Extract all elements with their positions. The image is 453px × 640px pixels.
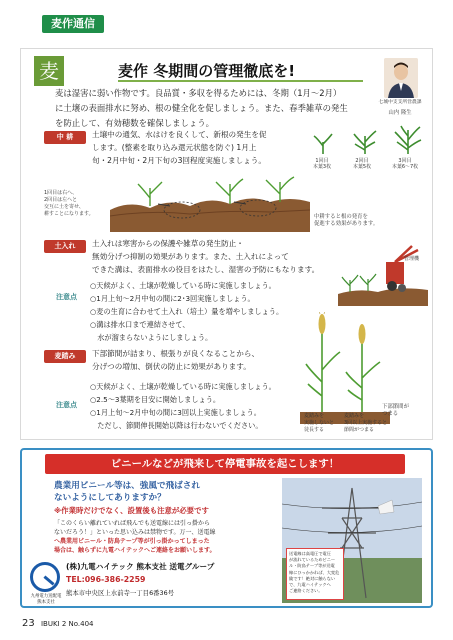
body-line: ないだろう！」といった思い込みは禁物です。万一、送電線 bbox=[54, 529, 216, 536]
body-line: へ農業用ビニール・防鳥テープ等が引っ掛かってしまった bbox=[54, 538, 210, 545]
author-name: 山内 隆生 bbox=[388, 110, 412, 116]
title-char-badge: 麦 bbox=[34, 56, 64, 86]
lead-line: 麦は湿害に弱い作物です。良品質・多収を得るためには、冬期（1月～2月） bbox=[55, 88, 342, 98]
compare-line: 麦踏みを bbox=[304, 413, 325, 419]
mugifumi-note-label: 注意点 bbox=[56, 401, 77, 409]
mugifumi-point: ○2.5～3葉期を目安に開始しましょう。 bbox=[90, 395, 221, 404]
compare-line: 節間がつまる bbox=[344, 427, 375, 433]
nakagou-line: 旬・2月中旬・2月下旬の3回程度実施しましょう。 bbox=[92, 156, 266, 165]
nakagou-line: 土壌中の通気、水はけを良くして、新根の発生を促 bbox=[92, 130, 267, 139]
company-logo bbox=[30, 562, 60, 592]
nakagou-line: します。(整素を取り込み還元状態を防ぐ) 1月上 bbox=[92, 143, 257, 152]
company-tel[interactable]: TEL:096-386-2259 bbox=[66, 575, 146, 584]
stage-2 bbox=[348, 158, 376, 170]
logo-tail bbox=[43, 575, 54, 585]
lead-line: を防止して、有効穂数を確保しましょう。 bbox=[55, 118, 214, 128]
cultivation-note-left bbox=[44, 190, 112, 218]
mugifumi-text bbox=[92, 347, 312, 373]
compare-line: 3回以上実施すると bbox=[344, 420, 388, 426]
callout-line: 険です！絶対に触らない bbox=[289, 575, 336, 581]
body-line: 場合は、触らずに九電ハイテックへご連絡をお願いします。 bbox=[54, 547, 216, 554]
nakagou-label: 中 耕 bbox=[44, 131, 86, 144]
banner-question bbox=[54, 480, 284, 504]
stage-2-count: 2回目 bbox=[355, 158, 369, 164]
callout-line: で、九電ハイテックへ bbox=[289, 582, 331, 588]
callout-line: ル・防鳥テープ等が送電 bbox=[289, 563, 335, 569]
node-label-line: 下部節間が bbox=[382, 404, 409, 410]
tsuchiire-note-label: 注意点 bbox=[56, 293, 77, 301]
callout-line: 線にひっかかれば、大変危 bbox=[289, 569, 340, 575]
note-line: 交互に土を寄せ、 bbox=[44, 204, 84, 210]
stage-2-leaves: 本葉5枚 bbox=[352, 164, 372, 170]
author-photo bbox=[384, 58, 418, 98]
stage-3 bbox=[385, 158, 425, 170]
tsuchiire-point: ○溝は排水口まで連結させて、 bbox=[90, 320, 190, 329]
tsuchiire-point: ○天候がよく、土壌が乾燥している時に実施しましょう。 bbox=[90, 281, 276, 290]
mugifumi-points bbox=[90, 380, 318, 432]
tsuchiire-line: 土入れは寒害からの保護や雑草の発生防止・ bbox=[92, 239, 244, 248]
note-line: 促進する効果があります。 bbox=[314, 221, 379, 227]
stage-1-count: 1回目 bbox=[315, 158, 329, 164]
callout-box bbox=[286, 548, 344, 600]
compare-line: 実施しないと bbox=[304, 420, 335, 426]
section-tag: 麦作通信 bbox=[42, 15, 104, 33]
callout-line: が流れているためビニー bbox=[289, 557, 336, 563]
page-number: 23 bbox=[22, 618, 35, 629]
banner-headline: ビニールなどが飛来して停電事故を起こします！ bbox=[45, 454, 405, 474]
compare-right bbox=[344, 413, 408, 434]
compare-line: 麦踏みを bbox=[344, 413, 365, 419]
tsuchiire-line: できた溝は、表面排水の役目をはたし、湿害の予防にもなります。 bbox=[92, 265, 320, 274]
compare-left bbox=[304, 413, 344, 434]
mugifumi-point: ○天候がよく、土壌が乾燥している時に実施しましょう。 bbox=[90, 382, 276, 391]
mugifumi-point: ○1月上旬～2月中旬の間に3回以上実施しましょう。 bbox=[90, 408, 261, 417]
company-name: (株)九電ハイテック 熊本支社 送電グループ bbox=[66, 562, 215, 571]
stage-3-leaves: 本葉6～7枚 bbox=[391, 164, 419, 170]
note-line: 1回目は右へ、 bbox=[44, 190, 78, 196]
growth-stage-illustration bbox=[305, 124, 430, 158]
tsuchiire-line: 無効分げつ抑制の効果があります。また、土入れによって bbox=[92, 252, 289, 261]
tsuchiire-point: 水が溜まらないようにしましょう。 bbox=[90, 333, 213, 342]
note-line: 耕すことになります。 bbox=[44, 211, 94, 217]
article-title: 麦作 冬期間の管理徹底を! bbox=[118, 62, 296, 80]
mugifumi-line: 分げつの増加、倒伏の防止に効果があります。 bbox=[92, 362, 251, 371]
nakagou-text bbox=[92, 128, 302, 167]
author-affiliation: 七城中支支所営農課 bbox=[378, 100, 422, 105]
stage-3-count: 3回目 bbox=[398, 158, 412, 164]
banner-warning: ※作業時だけでなく、設置後も注意が必要です bbox=[54, 506, 209, 515]
page-footer bbox=[22, 618, 94, 629]
banner-body bbox=[54, 519, 284, 555]
publication-name: IBUKI 2 No.404 bbox=[40, 620, 94, 628]
mugifumi-point: ただし、節間伸長開始以降は行わないでください。 bbox=[90, 421, 263, 430]
question-line: 農業用ビニール等は、強風で飛ばされ bbox=[54, 481, 200, 491]
company-address: 熊本市中央区上水前寺一丁目6番36号 bbox=[66, 589, 175, 597]
tsuchiire-point: ○1月上旬～2月中旬の間に2･3回実施しましょう。 bbox=[90, 294, 255, 303]
note-line: 中耕すると根の発育を bbox=[314, 214, 368, 220]
wheat-comparison-illustration bbox=[300, 312, 390, 424]
callout-line: 送電線は高電圧で電圧 bbox=[289, 551, 331, 556]
lead-line: に土壌の表面排水に努め、根の健全化を促しましょう。また、春季雑草の発生 bbox=[55, 103, 348, 113]
compare-line: 徒長する bbox=[304, 427, 325, 433]
note-line: 2回目は左へと bbox=[44, 197, 78, 203]
device-label: 管理機 bbox=[404, 256, 420, 262]
callout-line: ご連絡ください。 bbox=[289, 588, 323, 594]
body-line: 「このくらい離れていれば飛んでも送電線には引っ掛から bbox=[54, 520, 211, 527]
caption-line: 九州電力送配電 bbox=[30, 594, 62, 599]
cultivation-note-right bbox=[314, 214, 424, 228]
stage-1-leaves: 本葉3枚 bbox=[312, 164, 332, 170]
mugifumi-line: 下部節間が詰まり、根張りが良くなることから、 bbox=[92, 349, 260, 358]
cultivation-diagram bbox=[110, 170, 310, 232]
logo-caption bbox=[24, 594, 68, 605]
soil-machine-illustration bbox=[338, 244, 428, 306]
title-underline bbox=[118, 80, 363, 82]
mugifumi-label: 麦踏み bbox=[44, 350, 86, 363]
stage-1 bbox=[308, 158, 336, 170]
tsuchiire-point: ○麦の生育に合わせて土入れ（培土）量を増やしましょう。 bbox=[90, 307, 284, 316]
node-label-line: つまる bbox=[382, 411, 399, 417]
caption-line: 熊本支社 bbox=[37, 599, 55, 605]
question-line: ないようにしてありますか？ bbox=[54, 493, 166, 503]
tsuchiire-label: 土入れ bbox=[44, 240, 86, 253]
